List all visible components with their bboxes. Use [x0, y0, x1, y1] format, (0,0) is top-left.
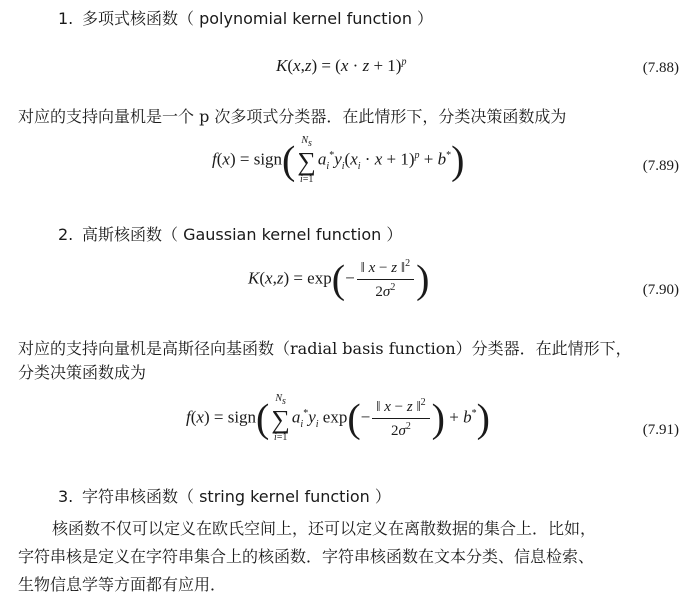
paragraph: 分类决策函数成为: [18, 363, 147, 382]
equation-number: (7.88): [642, 60, 679, 76]
equation-number: (7.90): [642, 282, 679, 298]
equation-7-91: f(x) = sign( $N_s$ ∑ i=1 $a_i^*y_i$ exp(− $\frac{‖ x - z ‖^2}{2\sigma^2}$ ) + b*): [186, 393, 490, 443]
paragraph: 核函数不仅可以定义在欧氏空间上，还可以定义在离散数据的集合上．比如，: [52, 519, 597, 538]
section-number: 3.: [58, 487, 74, 506]
section-title: 字符串核函数（ string kernel function ）: [82, 487, 391, 506]
section-title: 高斯核函数（ Gaussian kernel function ）: [82, 225, 403, 244]
section-number: 1.: [58, 9, 74, 28]
section-heading-3: [58, 484, 391, 507]
section-number: 2.: [58, 225, 74, 244]
paragraph: 生物信息学等方面都有应用．: [18, 575, 227, 594]
equation-number: (7.89): [642, 158, 679, 174]
paragraph: 对应的支持向量机是一个 p 次多项式分类器．在此情形下，分类决策函数成为: [18, 107, 567, 126]
paragraph: 对应的支持向量机是高斯径向基函数（radial basis function）分类器．在此情形下，: [18, 339, 632, 358]
equation-7-88: $K(x,z) = (x \cdot z + 1)^p$: [276, 56, 407, 75]
equation-7-90: K(x,z) = exp(− $\frac{‖ x - z ‖^2}{2\sigma^2}$ ): [248, 256, 430, 302]
section-title: 多项式核函数（ polynomial kernel function ）: [82, 9, 434, 28]
section-heading-2: [58, 222, 402, 245]
section-heading-1: [58, 6, 433, 29]
equation-7-89: f(x) = sign( $N_s$ ∑ i=1 $a_i^*y_i(x_i \cdot x + 1)^p + b^*$): [212, 135, 465, 185]
paragraph: 字符串核是定义在字符串集合上的核函数．字符串核函数在文本分类、信息检索、: [18, 547, 595, 566]
equation-number: (7.91): [642, 422, 679, 438]
